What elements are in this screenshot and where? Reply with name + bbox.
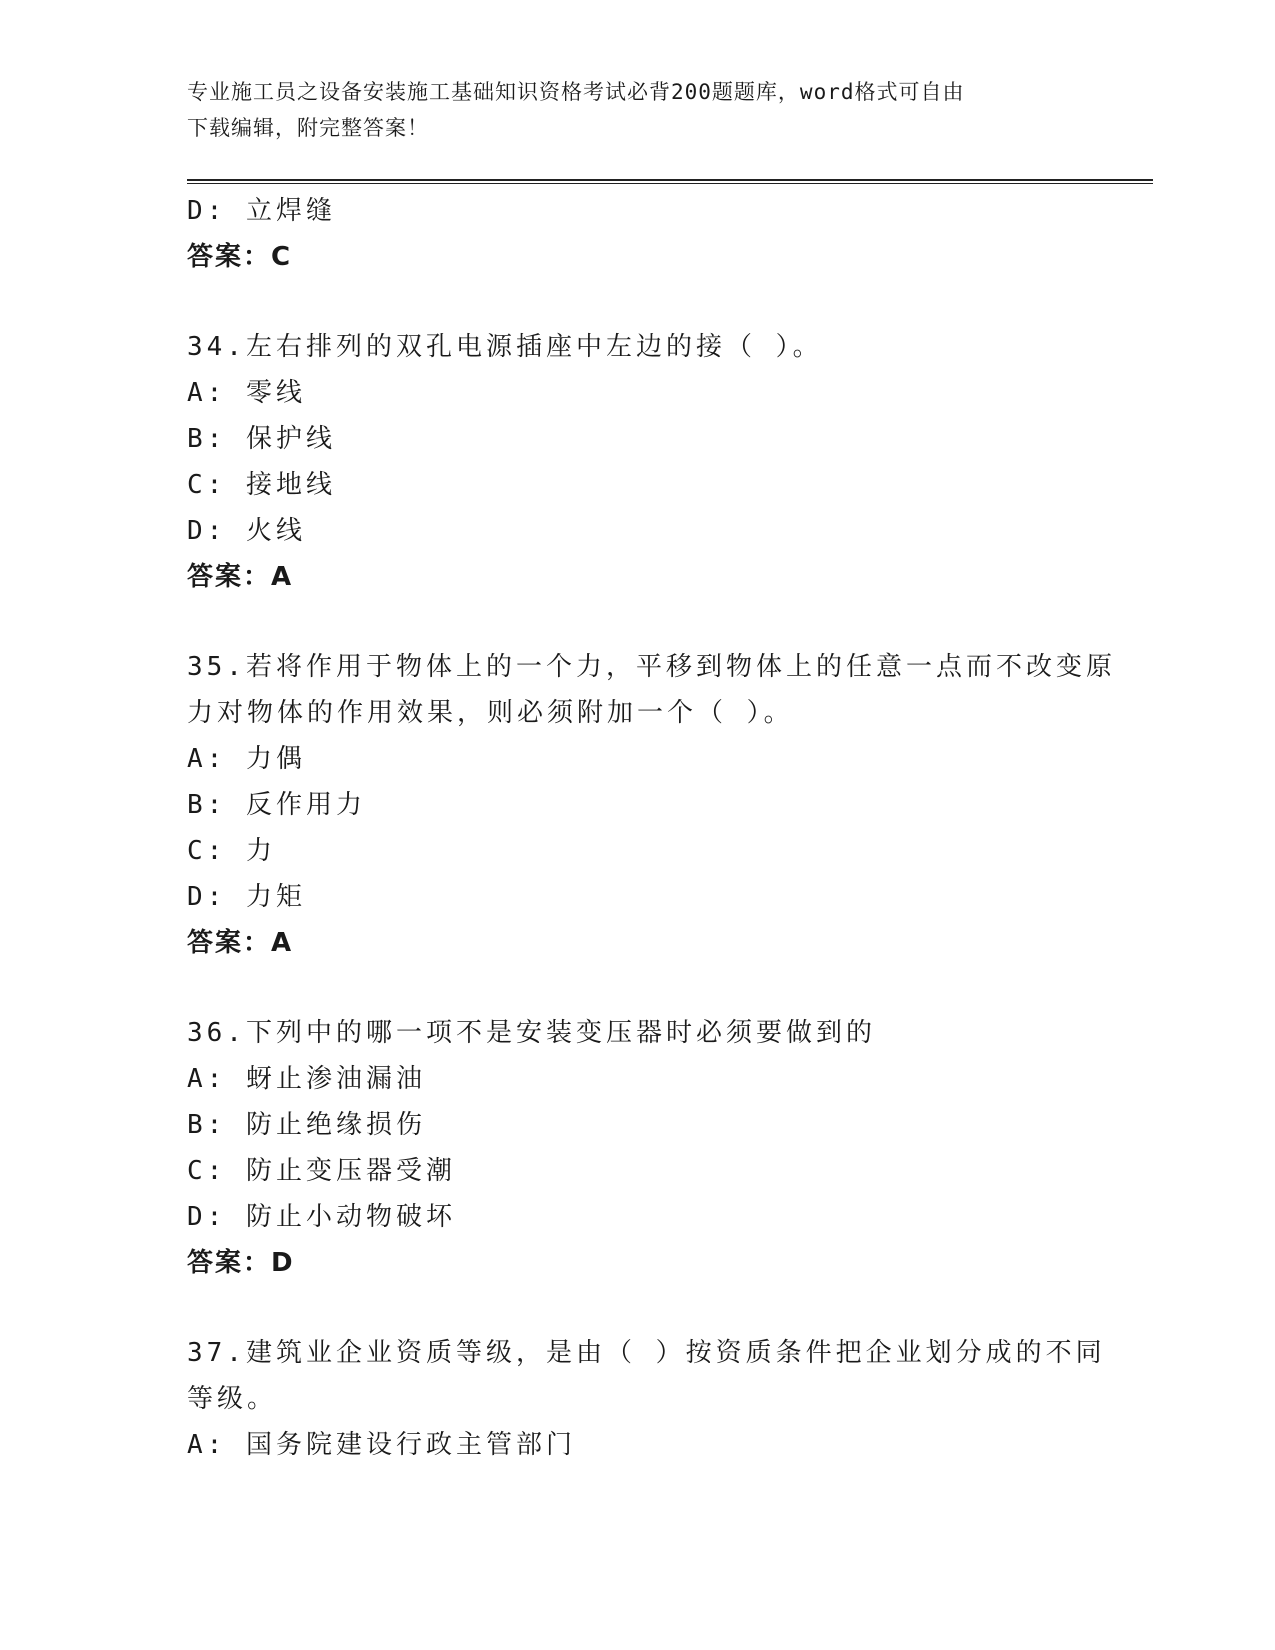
question-35	[187, 644, 1116, 966]
option-b: B: 防止绝缘损伤	[187, 1110, 426, 1140]
question-stem: 36.下列中的哪一项不是安装变压器时必须要做到的	[187, 1018, 876, 1048]
question-36	[187, 1010, 1087, 1286]
answer-line: 答案：C	[187, 242, 293, 272]
spacer	[187, 1286, 1087, 1330]
document-header	[187, 74, 1067, 146]
option-c: C: 防止变压器受潮	[187, 1156, 456, 1186]
option-a: A: 零线	[187, 378, 306, 408]
option-d: D: 力矩	[187, 882, 306, 912]
question-34	[187, 324, 1087, 600]
option-b: B: 反作用力	[187, 790, 366, 820]
answer-line: 答案：A	[187, 562, 294, 592]
header-title-line-2: 下载编辑，附完整答案！	[187, 116, 429, 140]
option-d: D: 立焊缝	[187, 196, 336, 226]
answer-line: 答案：A	[187, 928, 294, 958]
option-a: A: 力偶	[187, 744, 306, 774]
option-d: D: 火线	[187, 516, 306, 546]
question-stem: 34.左右排列的双孔电源插座中左边的接（ ）。	[187, 332, 823, 362]
spacer	[187, 280, 1087, 324]
question-stem-continued: 等级。	[187, 1384, 278, 1414]
option-b: B: 保护线	[187, 424, 336, 454]
answer-line: 答案：D	[187, 1248, 295, 1278]
question-37	[187, 1330, 1106, 1468]
option-c: C: 接地线	[187, 470, 336, 500]
option-c: C: 力	[187, 836, 276, 866]
question-list	[187, 188, 1116, 1468]
option-a: A: 蚜止渗油漏油	[187, 1064, 426, 1094]
option-a: A: 国务院建设行政主管部门	[187, 1430, 576, 1460]
spacer	[187, 600, 1087, 644]
question-stem-continued: 力对物体的作用效果，则必须附加一个（ ）。	[187, 698, 794, 728]
question-stem: 37.建筑业企业资质等级，是由（ ）按资质条件把企业划分成的不同	[187, 1338, 1106, 1368]
header-title-line-1: 专业施工员之设备安装施工基础知识资格考试必背200题题库，word格式可自由	[187, 80, 965, 104]
spacer	[187, 966, 1087, 1010]
option-d: D: 防止小动物破坏	[187, 1202, 456, 1232]
question-stem: 35.若将作用于物体上的一个力，平移到物体上的任意一点而不改变原	[187, 652, 1116, 682]
header-divider	[187, 179, 1153, 184]
